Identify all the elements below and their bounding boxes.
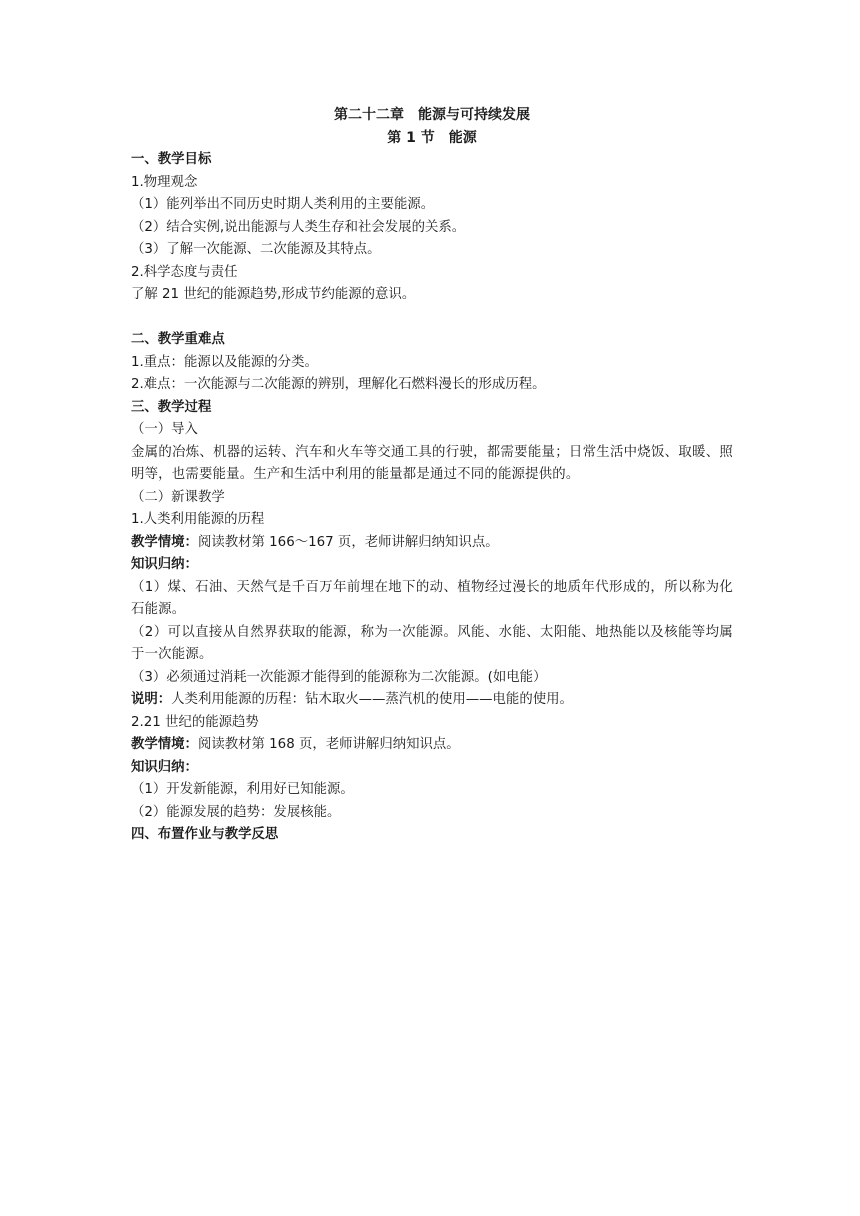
part1-knowledge-1: （1）煤、石油、天然气是千百万年前埋在地下的动、植物经过漫长的地质年代形成的，所以称为化石能源。 [131, 579, 733, 617]
part1-note [131, 689, 733, 712]
key-points-heading: 二、教学重难点 [131, 332, 225, 347]
process-heading: 三、教学过程 [131, 399, 212, 415]
objective-item-1: （1）能列举出不同历史时期人类利用的主要能源。 [131, 197, 435, 212]
objective-item-2: （2）结合实例,说出能源与人类生存和社会发展的关系。 [131, 219, 466, 235]
part1-knowledge-3: （3）必须通过消耗一次能源才能得到的能源称为二次能源。(如电能） [131, 669, 547, 685]
difficult-point: 2.难点：一次能源与二次能源的辨别，理解化石燃料漫长的形成历程。 [131, 377, 546, 392]
key-point: 1.重点：能源以及能源的分类。 [131, 354, 318, 370]
physics-concept-subheading: 1.物理观念 [131, 174, 198, 190]
note-text: 人类利用能源的历程：钻木取火——蒸汽机的使用——电能的使用。 [171, 692, 573, 707]
note-label: 说明： [131, 692, 172, 707]
part2-knowledge-1: （1）开发新能源，利用好已知能源。 [131, 782, 354, 797]
section-title: 第 1 节 能源 [387, 129, 477, 146]
objective-item-3: （3）了解一次能源、二次能源及其特点。 [131, 242, 381, 257]
part1-knowledge-2: （2）可以直接从自然界获取的能源，称为一次能源。风能、水能、太阳能、地热能以及核能等均属于一次能源。 [131, 624, 733, 662]
attitude-subheading: 2.科学态度与责任 [131, 264, 238, 280]
situation-text: 阅读教材第 166～167 页，老师讲解归纳知识点。 [197, 534, 499, 550]
part2-title: 2.21 世纪的能源趋势 [131, 714, 259, 730]
situation-text: 阅读教材第 168 页，老师讲解归纳知识点。 [197, 737, 460, 752]
part1-title: 1.人类利用能源的历程 [131, 512, 265, 527]
intro-paragraph: 金属的冶炼、机器的运转、汽车和火车等交通工具的行驶，都需要能量；日常生活中烧饭、取暖、照明等，也需要能量。生产和生活中利用的能量都是通过不同的能源提供的。 [131, 444, 733, 482]
chapter-title: 第二十二章 能源与可持续发展 [334, 107, 530, 123]
document-body [131, 104, 733, 847]
situation-label: 教学情境： [131, 534, 198, 550]
blank-line [131, 307, 733, 330]
objective-item-4: 了解 21 世纪的能源趋势,形成节约能源的意识。 [131, 287, 416, 302]
objectives-heading: 一、教学目标 [131, 152, 212, 167]
part2-summary-label: 知识归纳： [131, 759, 198, 775]
part1-summary-label: 知识归纳： [131, 557, 198, 572]
part2-knowledge-2: （2）能源发展的趋势：发展核能。 [131, 804, 341, 820]
part2-situation [131, 734, 733, 757]
situation-label: 教学情境： [131, 737, 198, 752]
new-lesson-heading: （二）新课教学 [131, 489, 225, 505]
part1-situation [131, 532, 733, 555]
homework-heading: 四、布置作业与教学反思 [131, 827, 279, 842]
intro-heading: （一）导入 [131, 422, 198, 437]
